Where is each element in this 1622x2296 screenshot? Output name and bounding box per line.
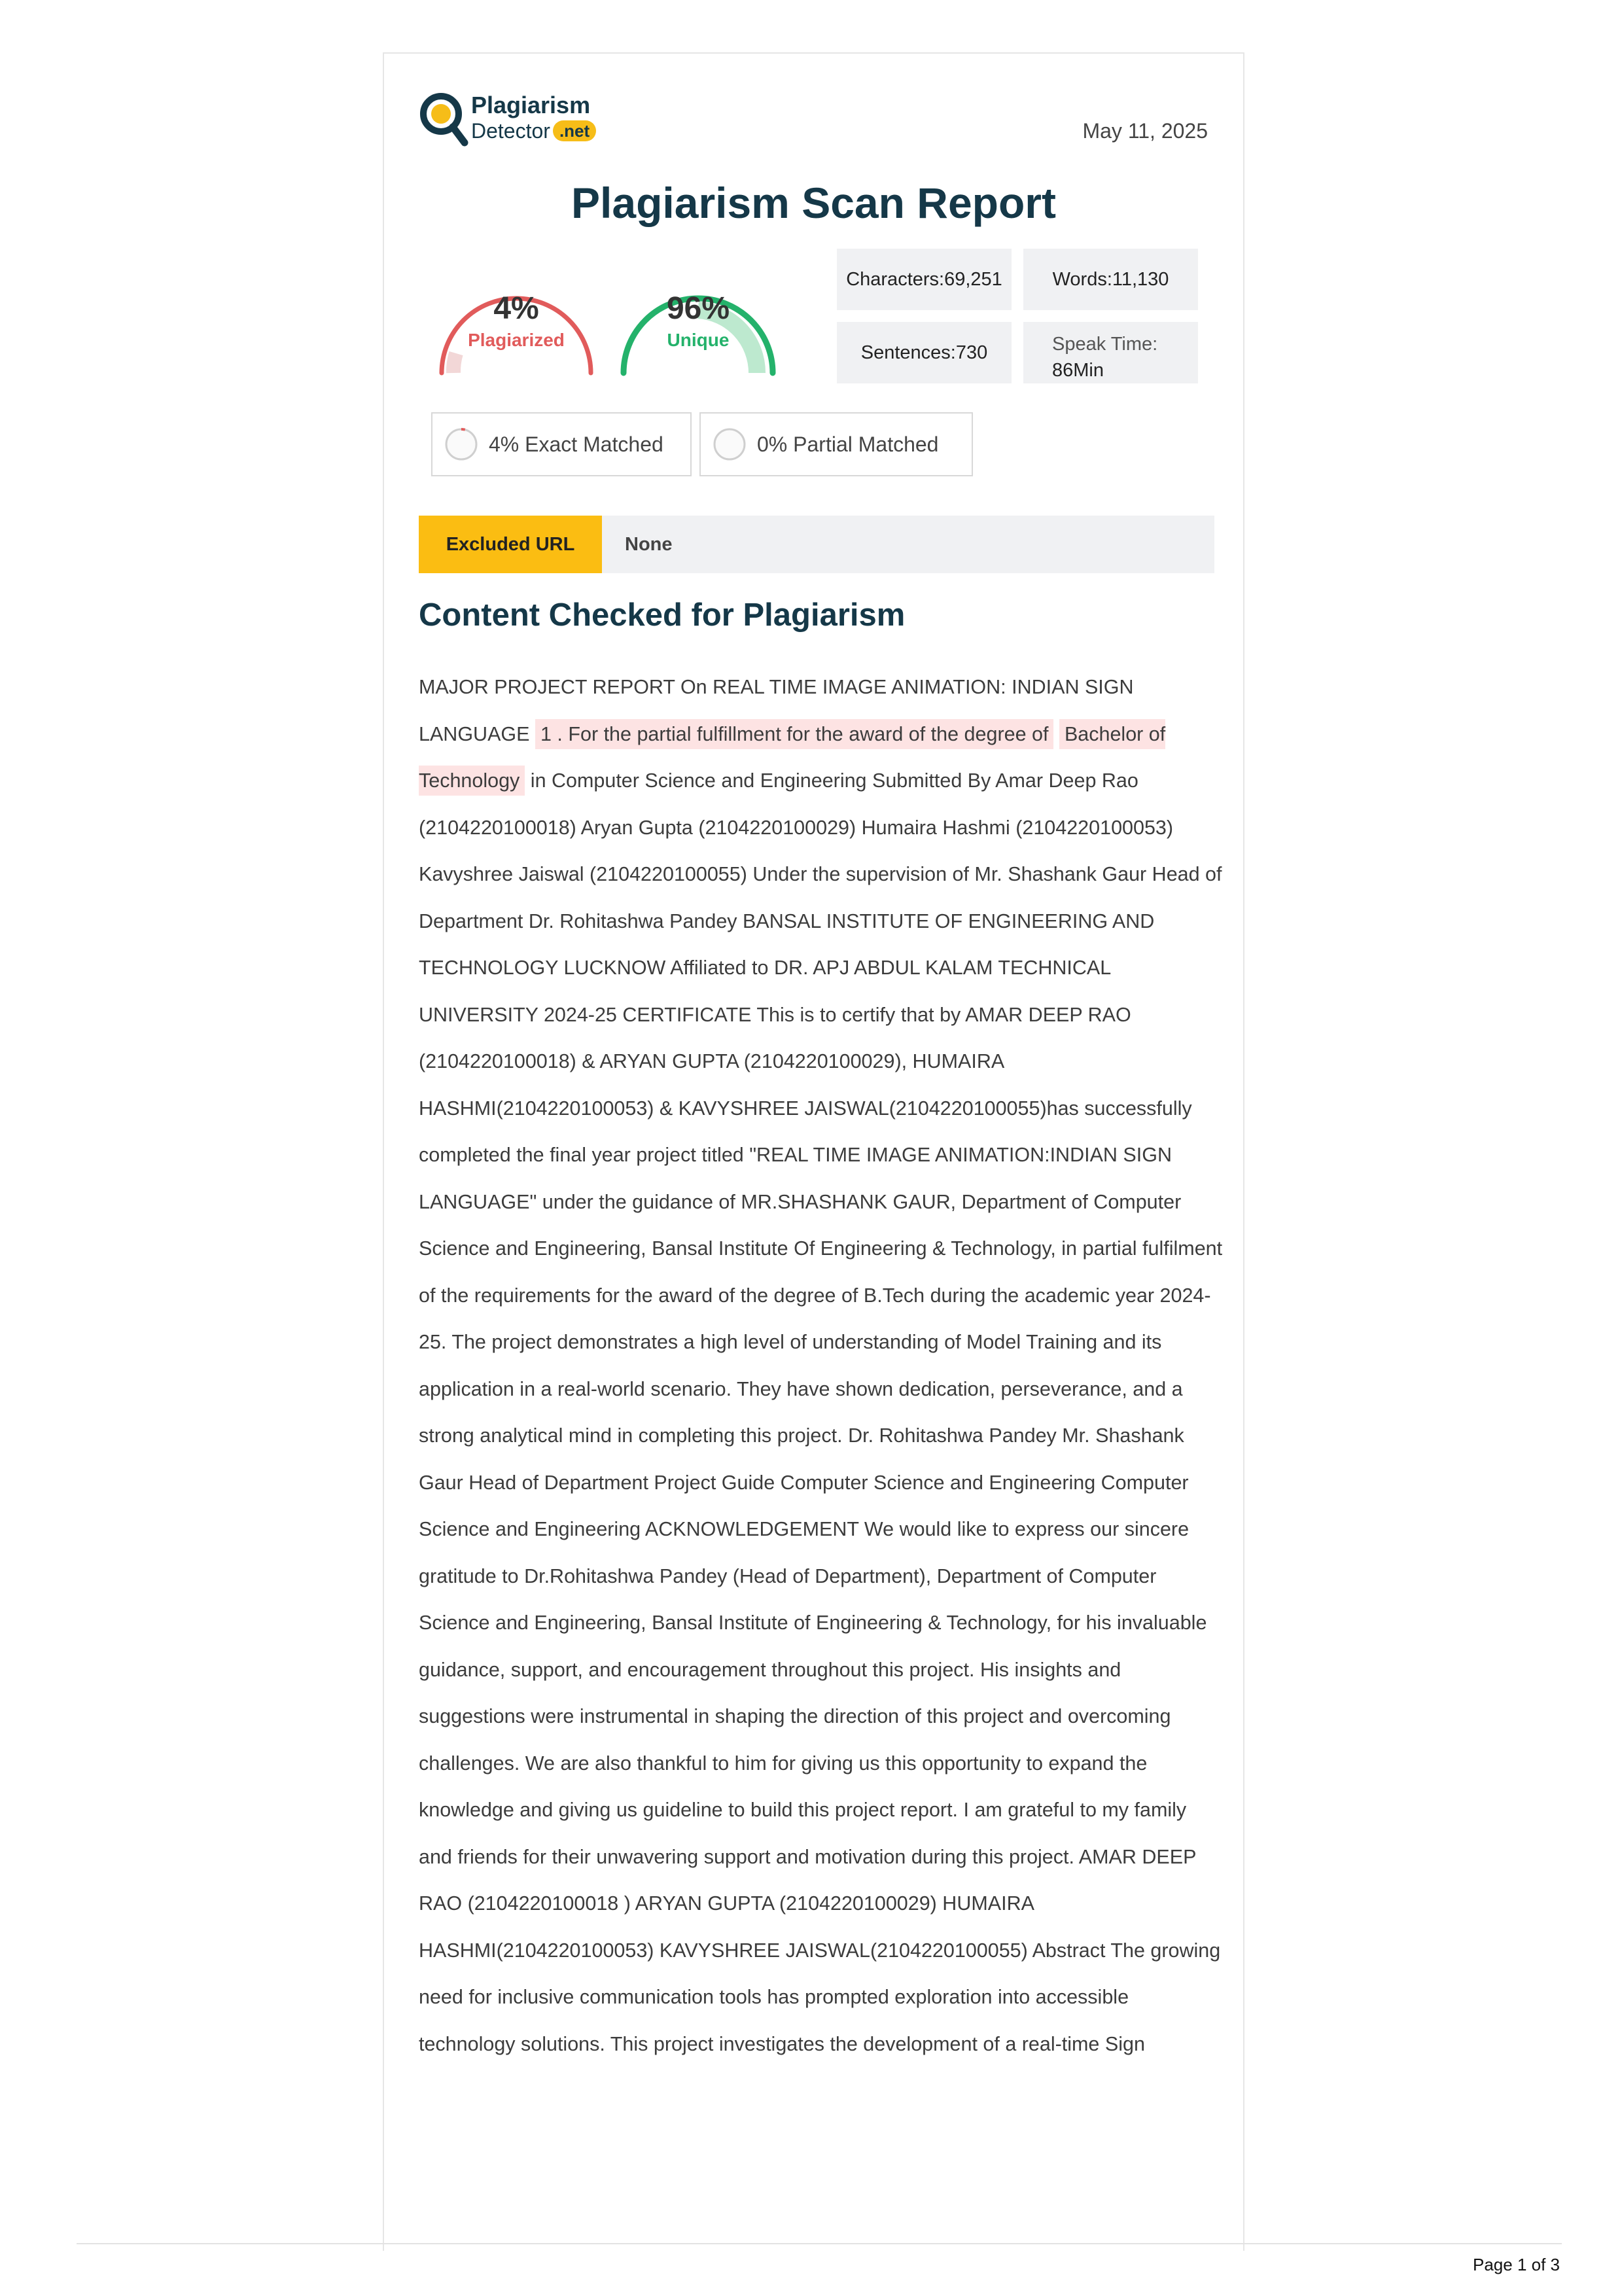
partial-match-ring-icon <box>713 427 747 461</box>
speak-time-label: Speak Time: <box>1052 334 1158 355</box>
exact-match-ring-icon <box>444 427 478 461</box>
logo-net-badge: .net <box>553 120 596 141</box>
unique-label: Unique <box>667 330 730 350</box>
partial-matched-text: 0% Partial Matched <box>757 432 939 456</box>
exact-matched-text: 4% Exact Matched <box>489 432 663 456</box>
plagiarized-gauge <box>431 250 601 381</box>
speak-time-value: 86Min <box>1052 360 1104 381</box>
content-text-before: MAJOR PROJECT REPORT On REAL TIME IMAGE ANIMATION: INDIAN SIGN LANGUAGE <box>419 676 1134 745</box>
report-page <box>383 52 1244 2251</box>
logo-detector-text: Detector <box>471 119 550 143</box>
plagiarized-highlight[interactable]: Bachelor of Technology <box>419 719 1165 796</box>
unique-gauge <box>613 250 783 381</box>
page-title: Plagiarism Scan Report <box>571 179 1056 227</box>
logo-wordmark-top: Plagiarism <box>471 92 591 118</box>
sentences-stat: Sentences:730 <box>837 322 1012 383</box>
plagiarism-detector-logo[interactable] <box>419 86 615 158</box>
report-date: May 11, 2025 <box>1082 119 1208 143</box>
magnifier-logo-icon <box>419 86 471 152</box>
excluded-url-value: None <box>625 533 673 555</box>
plagiarized-label: Plagiarized <box>468 330 565 350</box>
characters-stat: Characters:69,251 <box>837 249 1012 310</box>
logo-wordmark-bottom <box>471 119 596 143</box>
words-stat: Words:11,130 <box>1023 249 1198 310</box>
plagiarized-highlight[interactable]: 1 . For the partial fulfillment for the award of the degree of <box>535 719 1053 749</box>
excluded-url-row <box>419 516 1214 573</box>
content-text-after: in Computer Science and Engineering Submitted By Amar Deep Rao (2104220100018) Aryan Gupta (2104220100029) Humaira Hashmi (2104220100053) Kavyshree Jaiswal (2104220100055) Under the supervision of Mr. Shashank Gaur Head of Department Dr. Rohitashwa Pandey BANSAL INSTITUTE OF ENGINEERING AND TECHNOLOGY LUCKNOW Affiliated to DR. APJ ABDUL KALAM TECHNICAL UNIVERSITY 2024-25 CERTIFICATE This is to certify that by AMAR DEEP RAO (2104220100018) & ARYAN GUPTA (2104220100029), HUMAIRA HASHMI(2104220100053) & KAVYSHREE JAISWAL(2104220100055)has successfully completed the final year project titled "REAL TIME IMAGE ANIMATION:INDIAN SIGN LANGUAGE" under the guidance of MR.SHASHANK GAUR, Department of Computer Science and Engineering, Bansal Institute Of Engineering & Technology, in partial fulfilment of the requirements for the award of the degree of B.Tech during the academic year 2024-25. The project demonstrates a high level of understanding of Model Training and its application in a real-world scenario. They have shown dedication, perseverance, and a strong analytical mind in completing this project. Dr. Rohitashwa Pandey Mr. Shashank Gaur Head of Department Project Guide Computer Science and Engineering Computer Science and Engineering ACKNOWLEDGEMENT We would like to express our sincere gratitude to Dr.Rohitashwa Pandey (Head of Department), Department of Computer Science and Engineering, Bansal Institute of Engineering & Technology, for his invaluable guidance, support, and encouragement throughout this project. His insights and suggestions were instrumental in shaping the direction of this project and overcoming challenges. We are also thankful to him for giving us this opportunity to expand the knowledge and giving us guideline to build this project report. I am grateful to my family and friends for their unwavering support and motivation during this project. AMAR DEEP RAO (2104220100018 ) ARYAN GUPTA (2104220100029) HUMAIRA HASHMI(2104220100053) KAVYSHREE JAISWAL(2104220100055) Abstract The growing need for inclusive communication tools has prompted exploration into accessible technology solutions. This project investigates the development of a real-time Sign <box>419 769 1223 2055</box>
plagiarized-percent: 4% <box>493 291 539 326</box>
content-section-title: Content Checked for Plagiarism <box>419 597 906 633</box>
exact-matched-box <box>431 412 692 476</box>
checked-content-text <box>419 664 1224 2068</box>
unique-percent: 96% <box>666 291 730 326</box>
excluded-url-label: Excluded URL <box>419 516 602 573</box>
page-number: Page 1 of 3 <box>1473 2255 1560 2274</box>
partial-matched-box <box>699 412 973 476</box>
speak-time-stat <box>1023 322 1198 383</box>
footer-divider <box>77 2243 1562 2244</box>
